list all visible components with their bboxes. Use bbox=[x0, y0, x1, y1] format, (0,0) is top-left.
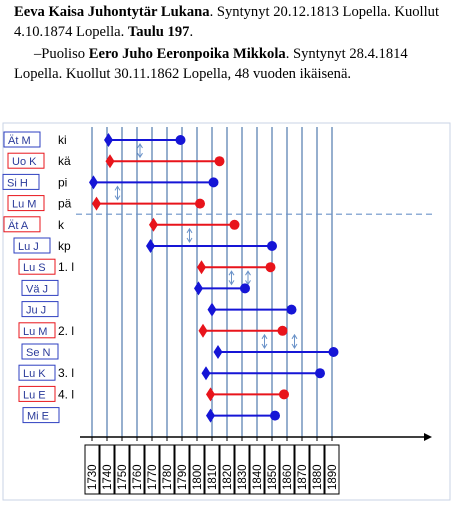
x-tick-label-1870: 1870 bbox=[297, 464, 309, 490]
death-marker-2 bbox=[209, 177, 219, 187]
death-marker-13 bbox=[270, 411, 280, 421]
x-tick-label-1860: 1860 bbox=[282, 464, 294, 490]
row-label-13: Mi E bbox=[27, 410, 49, 423]
bar-layer bbox=[89, 133, 339, 423]
birth-marker-6 bbox=[197, 260, 206, 274]
x-tick-label-1880: 1880 bbox=[312, 464, 324, 490]
birth-marker-11 bbox=[202, 366, 211, 380]
death-marker-6 bbox=[266, 262, 276, 272]
row-label-5: Lu J bbox=[18, 241, 39, 253]
x-tick-label-1730: 1730 bbox=[87, 464, 99, 490]
person-name: Eeva Kaisa Juhontytär Lukana bbox=[14, 4, 210, 20]
x-tick-label-1850: 1850 bbox=[267, 464, 279, 490]
x-tick-label-1770: 1770 bbox=[147, 464, 159, 490]
row-label-6: Lu S bbox=[23, 262, 46, 275]
row-relation-4: k bbox=[58, 217, 64, 232]
person-details: . Syntynyt 20.12.1813 Lopella. Kuollut 4.10.1874 Lopella. bbox=[14, 4, 440, 40]
taulu-reference[interactable]: Taulu 197 bbox=[127, 24, 190, 40]
death-marker-8 bbox=[287, 305, 297, 315]
row-label-3: Lu M bbox=[12, 198, 37, 211]
death-marker-10 bbox=[329, 347, 339, 357]
death-marker-1 bbox=[215, 156, 225, 166]
birth-marker-0 bbox=[104, 133, 113, 147]
row-label-2: Si H bbox=[7, 177, 28, 190]
row-label-7: Vä J bbox=[26, 283, 49, 296]
death-marker-12 bbox=[279, 389, 289, 399]
x-tick-label-1800: 1800 bbox=[192, 464, 204, 490]
death-marker-4 bbox=[230, 220, 240, 230]
row-relation-5: kp bbox=[58, 239, 71, 253]
row-label-10: Se N bbox=[26, 347, 51, 359]
spouse-name: Eero Juho Eeronpoika Mikkola bbox=[88, 46, 286, 62]
row-label-4: Ät A bbox=[8, 219, 29, 232]
x-tick-label-1840: 1840 bbox=[252, 464, 264, 490]
row-relation-11: 3. l bbox=[58, 366, 75, 381]
death-marker-9 bbox=[278, 326, 288, 336]
birth-marker-5 bbox=[146, 239, 155, 253]
period: . bbox=[189, 24, 194, 40]
row-label-12: Lu E bbox=[23, 389, 46, 402]
x-tick-label-1810: 1810 bbox=[207, 464, 219, 490]
spouse-prefix: –Puoliso bbox=[34, 46, 89, 62]
label-layer bbox=[3, 132, 74, 423]
row-label-11: Lu K bbox=[23, 368, 46, 381]
birth-marker-7 bbox=[194, 281, 203, 295]
row-relation-3: pä bbox=[58, 196, 72, 211]
row-label-0: Ät M bbox=[8, 135, 31, 147]
row-relation-1: kä bbox=[58, 154, 71, 169]
row-relation-9: 2. l bbox=[58, 323, 75, 338]
row-label-9: Lu M bbox=[23, 325, 48, 338]
x-tick-label-1830: 1830 bbox=[237, 464, 249, 490]
x-tick-label-1740: 1740 bbox=[102, 464, 114, 490]
death-marker-0 bbox=[176, 135, 186, 145]
x-tick-label-1820: 1820 bbox=[222, 464, 234, 490]
x-tick-label-1750: 1750 bbox=[117, 464, 129, 490]
row-relation-0: ki bbox=[58, 133, 67, 147]
axis-layer bbox=[80, 433, 432, 494]
x-tick-label-1760: 1760 bbox=[132, 464, 144, 490]
x-tick-label-1890: 1890 bbox=[327, 464, 339, 490]
x-axis-arrow bbox=[424, 433, 432, 441]
row-label-1: Uo K bbox=[12, 156, 37, 169]
row-relation-12: 4. l bbox=[58, 387, 75, 402]
birth-marker-2 bbox=[89, 175, 98, 189]
birth-marker-4 bbox=[149, 218, 158, 232]
row-label-8: Ju J bbox=[26, 304, 47, 317]
birth-marker-8 bbox=[208, 303, 217, 317]
birth-marker-12 bbox=[206, 387, 215, 401]
death-marker-11 bbox=[315, 368, 325, 378]
death-marker-3 bbox=[195, 199, 205, 209]
row-relation-2: pi bbox=[58, 175, 68, 190]
birth-marker-10 bbox=[214, 345, 223, 359]
birth-marker-3 bbox=[92, 197, 101, 211]
birth-marker-9 bbox=[199, 324, 208, 338]
death-marker-7 bbox=[240, 283, 250, 293]
x-tick-label-1790: 1790 bbox=[177, 464, 189, 490]
x-tick-label-1780: 1780 bbox=[162, 464, 174, 490]
row-relation-6: 1. l bbox=[58, 260, 75, 275]
death-marker-5 bbox=[267, 241, 277, 251]
spouse-details: . Syntynyt 28.4.1814 Lopella. Kuollut 30.11.1862 Lopella, 48 vuoden ikäisenä. bbox=[14, 46, 408, 82]
birth-marker-13 bbox=[206, 409, 215, 423]
